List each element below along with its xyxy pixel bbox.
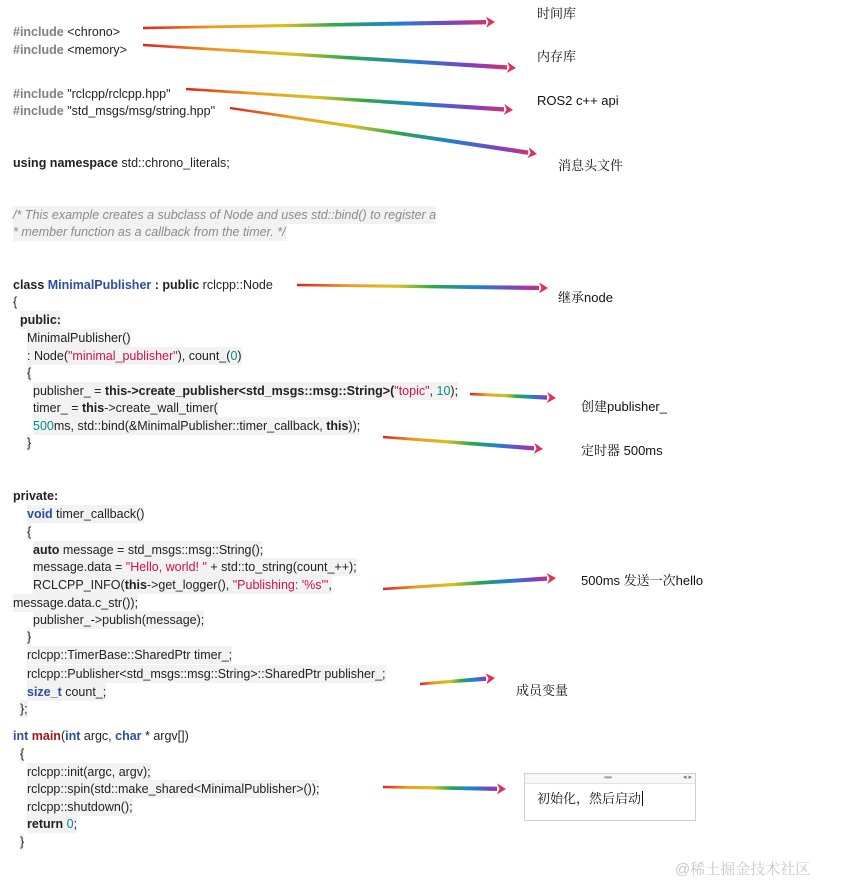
arrow-members — [420, 673, 495, 685]
main-brace-close: } — [20, 835, 25, 849]
include-chrono: #include <chrono> — [13, 25, 121, 39]
member-timer: rclcpp::TimerBase::SharedPtr timer_; — [27, 648, 233, 662]
publish-line: publisher_->publish(message); — [33, 613, 205, 627]
bind-line: 500ms, std::bind(&MinimalPublisher::timer_callback, this)); — [33, 419, 361, 433]
arrow-create-publisher — [470, 392, 556, 403]
arrow-timer — [383, 436, 543, 454]
class-brace-close: }; — [20, 702, 28, 716]
annotation-create-publisher: 创建publisher_ — [581, 399, 667, 414]
arrow-main — [383, 783, 506, 794]
constructor-init-list: : Node("minimal_publisher"), count_(0) — [27, 349, 242, 363]
rclcpp-info-line: RCLCPP_INFO(this->get_logger(), "Publishing: '%s'", — [33, 578, 332, 592]
annotation-msg-header: 消息头文件 — [558, 158, 624, 173]
annotation-timer: 定时器 500ms — [581, 443, 663, 458]
rclcpp-spin-line: rclcpp::spin(std::make_shared<MinimalPublisher>()); — [27, 782, 320, 796]
watermark: @稀土掘金技术社区 — [675, 861, 811, 878]
constructor-brace-close: } — [27, 436, 32, 450]
include-string: #include "std_msgs/msg/string.hpp" — [13, 104, 216, 118]
member-publisher: rclcpp::Publisher<std_msgs::msg::String>::SharedPtr publisher_; — [27, 667, 386, 681]
timer-callback-signature: void timer_callback() — [27, 507, 145, 521]
create-timer-line: timer_ = this->create_wall_timer( — [33, 401, 218, 415]
annotation-rclcpp: ROS2 c++ api — [537, 93, 619, 108]
public-label: public: — [20, 313, 61, 327]
class-brace-open: { — [13, 295, 18, 309]
arrow-string — [230, 107, 537, 158]
rclcpp-shutdown-line: rclcpp::shutdown(); — [27, 800, 133, 814]
class-declaration: class MinimalPublisher : public rclcpp::Node — [13, 278, 273, 292]
main-signature: int main(int argc, char * argv[]) — [13, 729, 189, 743]
message-data-line: message.data = "Hello, world! " + std::to_string(count_++); — [33, 560, 357, 574]
return-line: return 0; — [27, 817, 78, 831]
auto-message-line: auto message = std_msgs::msg::String(); — [33, 543, 264, 557]
main-brace-open: { — [20, 747, 25, 761]
comment-line-1: /* This example creates a subclass of Node and uses std::bind() to register a — [13, 208, 437, 222]
note-box-toolbar[interactable] — [525, 774, 695, 784]
arrow-inherit — [297, 282, 548, 293]
annotation-inherit: 继承node — [558, 290, 613, 305]
include-memory: #include <memory> — [13, 43, 127, 57]
private-label: private: — [13, 489, 59, 503]
annotation-memory: 内存库 — [537, 49, 577, 64]
callback-brace-open: { — [27, 525, 32, 539]
comment-line-2: * member function as a callback from the timer. */ — [13, 225, 286, 239]
note-box-text[interactable]: 初始化，然后启动 — [537, 791, 642, 806]
constructor: MinimalPublisher() — [27, 331, 131, 345]
annotation-send-hello: 500ms 发送一次hello — [581, 573, 704, 588]
note-box[interactable] — [524, 773, 696, 821]
drag-handle-icon[interactable]: •••• — [604, 773, 612, 782]
using-namespace: using namespace std::chrono_literals; — [13, 156, 230, 170]
annotation-members: 成员变量 — [516, 683, 569, 698]
member-count: size_t count_; — [27, 685, 107, 699]
callback-brace-close: } — [27, 630, 32, 644]
rclcpp-init-line: rclcpp::init(argc, argv); — [27, 765, 151, 779]
arrow-chrono — [143, 17, 495, 30]
nav-arrows-icon[interactable]: ◂ ▸ — [683, 774, 692, 781]
create-publisher-line: publisher_ = this->create_publisher<std_msgs::msg::String>("topic", 10); — [33, 384, 459, 398]
arrow-rclcpp — [186, 88, 513, 115]
text-caret — [642, 791, 643, 806]
include-rclcpp: #include "rclcpp/rclcpp.hpp" — [13, 87, 171, 101]
annotation-chrono: 时间库 — [537, 6, 577, 21]
arrow-hello — [383, 573, 556, 590]
rclcpp-info-continuation: message.data.c_str()); — [13, 596, 139, 610]
constructor-brace-open: { — [27, 366, 32, 380]
arrow-memory — [143, 44, 516, 73]
